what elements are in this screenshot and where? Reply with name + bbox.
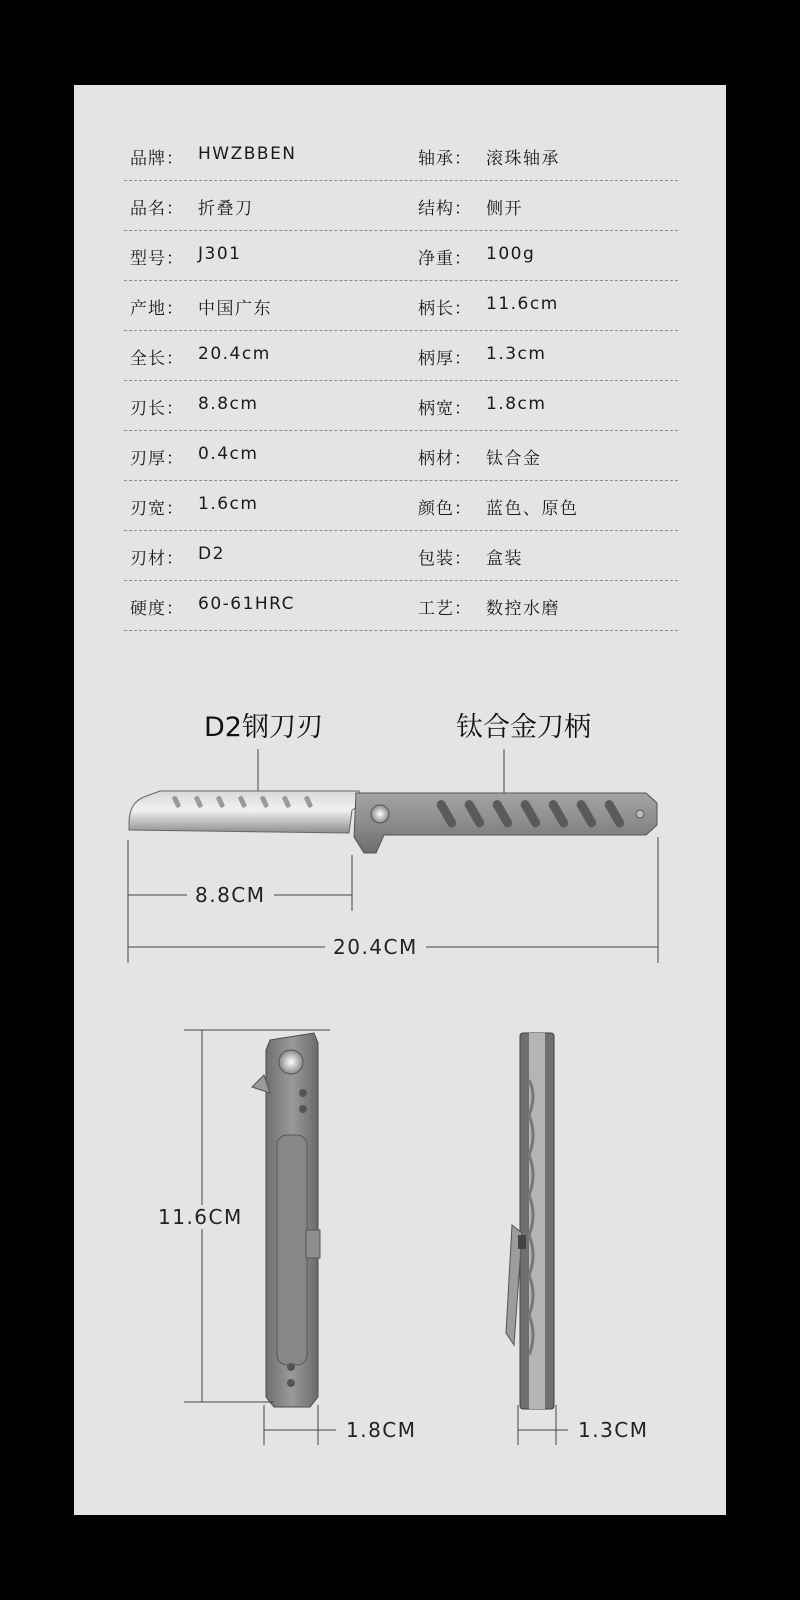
spec-key: 刃长： — [130, 399, 184, 419]
spec-key: 颜色： — [418, 499, 472, 519]
spec-value: 数控水磨 — [486, 599, 560, 619]
spec-value: 1.3cm — [486, 344, 547, 364]
spec-key: 型号： — [130, 249, 184, 269]
spec-value: 蓝色、原色 — [486, 499, 579, 519]
blade-shape — [129, 791, 364, 833]
spec-value: 1.8cm — [486, 394, 547, 414]
spec-value: 60-61HRC — [198, 594, 296, 614]
spec-panel — [74, 85, 726, 1515]
knife-diagram — [74, 85, 726, 1515]
spec-key: 柄长： — [418, 299, 472, 319]
spec-value: 8.8cm — [198, 394, 259, 414]
spec-key: 品牌： — [130, 149, 184, 169]
spec-value: 折叠刀 — [198, 199, 254, 219]
handle-width-view — [252, 1033, 320, 1407]
spec-key: 品名： — [130, 199, 184, 219]
handle-length-label: 11.6CM — [150, 1205, 251, 1229]
spec-value: 侧开 — [486, 199, 523, 219]
spec-key: 刃材： — [130, 549, 184, 569]
handle-thickness-view — [506, 1033, 554, 1409]
total-length-label: 20.4CM — [325, 935, 426, 959]
spec-key: 结构： — [418, 199, 472, 219]
spec-value: 盒装 — [486, 549, 523, 569]
handle-shape — [354, 793, 657, 853]
spec-key: 包装： — [418, 549, 472, 569]
spec-value: 0.4cm — [198, 444, 259, 464]
spec-key: 轴承： — [418, 149, 472, 169]
spec-value: D2 — [198, 544, 225, 564]
handle-thickness-label: 1.3CM — [570, 1418, 657, 1442]
spec-key: 硬度： — [130, 599, 184, 619]
spec-key: 刃厚： — [130, 449, 184, 469]
spec-value: 1.6cm — [198, 494, 259, 514]
spec-key: 产地： — [130, 299, 184, 319]
spec-value: 11.6cm — [486, 294, 559, 314]
spec-value: 100g — [486, 244, 536, 264]
spec-key: 工艺： — [418, 599, 472, 619]
spec-value: 钛合金 — [486, 449, 542, 469]
handle-width-label: 1.8CM — [338, 1418, 425, 1442]
spec-key: 刃宽： — [130, 499, 184, 519]
spec-key: 净重： — [418, 249, 472, 269]
spec-key: 柄厚： — [418, 349, 472, 369]
spec-value: HWZBBEN — [198, 144, 297, 164]
spec-value: 中国广东 — [198, 299, 272, 319]
spec-value: 滚珠轴承 — [486, 149, 560, 169]
spec-key: 柄宽： — [418, 399, 472, 419]
blade-length-label: 8.8CM — [187, 883, 274, 907]
handle-callout: 钛合金刀柄 — [456, 712, 591, 743]
spec-value: J301 — [198, 244, 242, 264]
spec-value: 20.4cm — [198, 344, 271, 364]
spec-key: 柄材： — [418, 449, 472, 469]
spec-key: 全长： — [130, 349, 184, 369]
blade-callout: D2钢刀刃 — [204, 712, 323, 743]
